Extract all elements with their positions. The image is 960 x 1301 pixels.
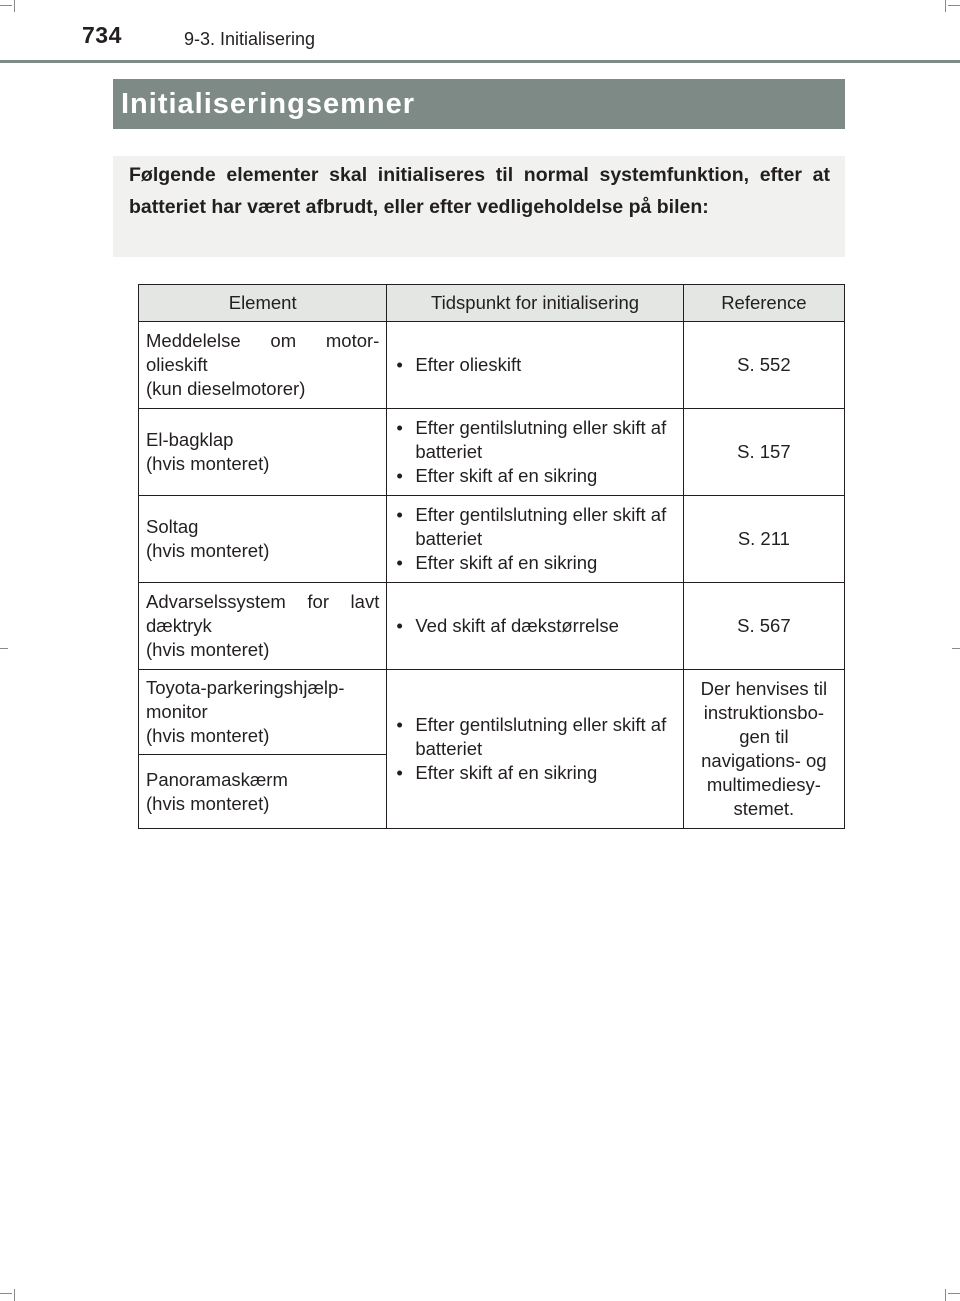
header-timing: Tidspunkt for initialisering [387,285,683,322]
element-cell [139,755,387,829]
element-note: (kun dieselmotorer) [146,378,306,399]
timing-item: • Efter gentilslutning eller skift af batteriet [396,416,675,464]
timing-item: • Efter skift af en sikring [396,551,675,575]
element-note: (hvis monteret) [146,639,270,660]
initialization-table [138,284,845,829]
element-cell [139,322,387,409]
element-name: Panoramaskærm [146,768,288,790]
reference-cell: Der henvises til instruktionsbo-gen til navigations- og multimediesy-stemet. [683,670,844,829]
timing-item: • Efter gentilslutning eller skift af batteriet [396,713,675,761]
header-reference: Reference [683,285,844,322]
element-cell [139,670,387,755]
table-row [139,496,845,583]
timing-cell [387,322,683,409]
page-title: Initialiseringsemner [113,79,845,129]
crop-mark [948,1293,960,1294]
reference-cell: S. 567 [683,583,844,670]
timing-cell [387,670,683,829]
section-title: 9-3. Initialisering [184,29,316,49]
timing-cell [387,496,683,583]
crop-mark [945,0,946,12]
element-note: (hvis monteret) [146,540,270,561]
page-number: 734 [82,22,122,48]
timing-cell [387,409,683,496]
element-cell [139,409,387,496]
crop-mark [0,648,8,649]
table-row [139,670,845,755]
table-row [139,322,845,409]
header-rule [0,60,960,63]
reference-cell: S. 157 [683,409,844,496]
crop-mark [948,5,960,6]
reference-cell: S. 552 [683,322,844,409]
timing-item: • Efter gentilslutning eller skift af batteriet [396,503,675,551]
element-note: (hvis monteret) [146,453,270,474]
crop-mark [945,1289,946,1301]
element-note: (hvis monteret) [146,725,270,746]
element-cell [139,496,387,583]
intro-paragraph: Følgende elementer skal initialiseres til normal systemfunktion, efter at batteriet har været afbrudt, eller efter vedligeholdelse på bilen: [113,156,845,257]
element-name: Soltag [146,516,199,537]
crop-mark [0,1293,12,1294]
header-element: Element [139,285,387,322]
table-row [139,583,845,670]
timing-item: • Efter olieskift [396,353,675,377]
crop-mark [14,0,15,12]
table-header-row [139,285,845,322]
element-name: Advarselssystem for lavt dæktryk [146,591,380,636]
element-name: El-bagklap [146,429,234,450]
crop-mark [0,5,12,6]
element-note: (hvis monteret) [146,792,270,814]
timing-item: • Efter skift af en sikring [396,761,675,785]
timing-item: • Ved skift af dækstørrelse [396,614,675,638]
reference-cell: S. 211 [683,496,844,583]
timing-cell [387,583,683,670]
crop-mark [14,1289,15,1301]
table-row [139,409,845,496]
element-cell [139,583,387,670]
crop-mark [952,648,960,649]
element-name: Toyota-parkeringshjælp-monitor [146,677,345,722]
element-name: Meddelelse om motor-olieskift [146,330,380,375]
timing-item: • Efter skift af en sikring [396,464,675,488]
